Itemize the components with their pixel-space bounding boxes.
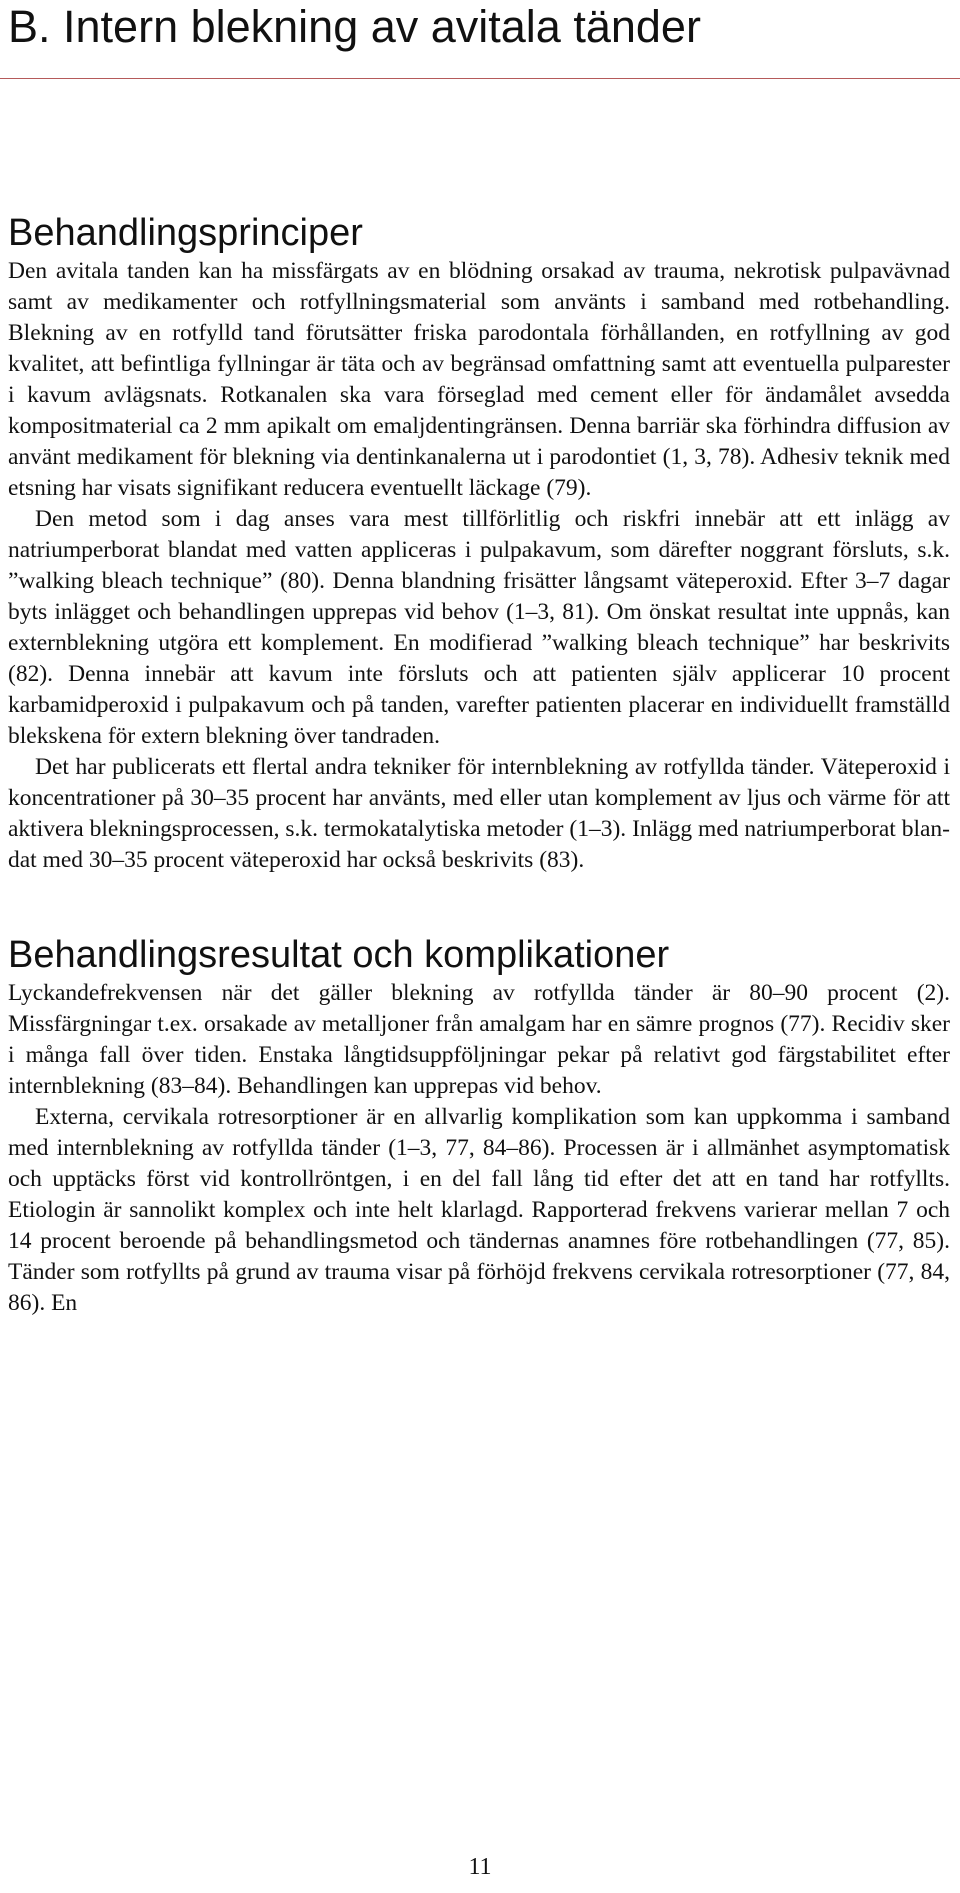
chapter-title: B. Intern blekning av avitala tänder	[8, 1, 701, 52]
page-number: 11	[468, 1854, 492, 1880]
paragraph: Lyckandefrekvensen när det gäller blekning av rotfyllda tänder är 80–90 procent (2). Missfärgningar t.ex. orsakade av metalljoner från amalgam har en sämre prognos (77). Recidiv sker i många fall över tiden. Enstaka långtidsuppföljningar pekar på relativt god färgstabilitet efter internblekning (83–84). Behandlingen kan upprepas vid behov.	[8, 980, 950, 1099]
document-body	[8, 210, 950, 1319]
title-divider	[0, 78, 960, 79]
section-behandlingsprinciper	[8, 210, 950, 876]
section-behandlingsresultat	[8, 932, 950, 1319]
paragraph: Den avitala tanden kan ha missfärgats av en blödning orsakad av trauma, nekrotisk pulpavävnad samt av medikamenter och rotfyllningsmaterial som använts i samband med rotbehandling. Blekning av en rotfylld tand förutsätter friska parodontala förhållanden, en rotfyllning av god kvalitet, att befintliga fyllningar är täta och av begränsad omfattning samt att eventuella pulparester i kavum avlägsnats. Rotkanalen ska vara förseglad med cement eller för ändamålet avsedda kompositmaterial ca 2 mm apikalt om emaljdentingränsen. Denna barriär ska förhindra diffusion av använt medikament för blekning via dentinkanalerna ut i parodontiet (1, 3, 78). Adhesiv teknik med etsning har visats signifikant reducera eventuellt läckage (79).	[8, 258, 950, 501]
paragraph: Det har publicerats ett flertal andra tekniker för internblekning av rotfyllda tänder. Väteperoxid i koncentrationer på 30–35 procent har använts, med eller utan komplement av ljus och värme för att aktivera blekningsprocessen, s.k. termokatalytiska metoder (1–3). Inlägg med natriumperborat blandat med 30–35 procent väteperoxid har också beskrivits (83).	[8, 754, 950, 873]
section-heading: Behandlingsresultat och komplikationer	[8, 934, 670, 976]
paragraph: Externa, cervikala rotresorptioner är en allvarlig komplikation som kan uppkomma i samband med internblekning av rotfyllda tänder (1–3, 77, 84–86). Processen är i allmänhet asymptomatisk och upptäcks först vid kontrollröntgen, i en del fall lång tid efter det att en tand har rotfyllts. Etiologin är sannolikt komplex och inte helt klarlagd. Rapporterad frekvens varierar mellan 7 och 14 procent beroende på behandlingsmetod och tändernas anamnes före rotbehandlingen (77, 85). Tänder som rotfyllts på grund av trauma visar på förhöjd frekvens cervikala rotresorptioner (77, 84, 86). En	[8, 1104, 950, 1316]
paragraph: Den metod som i dag anses vara mest tillförlitlig och riskfri innebär att ett inlägg av natriumperborat blandat med vatten appliceras i pulpakavum, som därefter noggrant försluts, s.k. ”walking bleach technique” (80). Denna blandning frisätter långsamt väteperoxid. Efter 3–7 dagar byts inlägget och behandlingen upprepas vid behov (1–3, 81). Om önskat resultat inte uppnås, kan externblekning utgöra ett komplement. En modifierad ”walking bleach technique” har beskrivits (82). Denna innebär att kavum inte försluts och att patienten själv applicerar 10 procent karbamidperoxid i pulpakavum och på tanden, varefter patienten placerar en individuellt framställd blekskena för extern blekning över tandraden.	[8, 506, 950, 749]
section-heading: Behandlingsprinciper	[8, 212, 363, 254]
